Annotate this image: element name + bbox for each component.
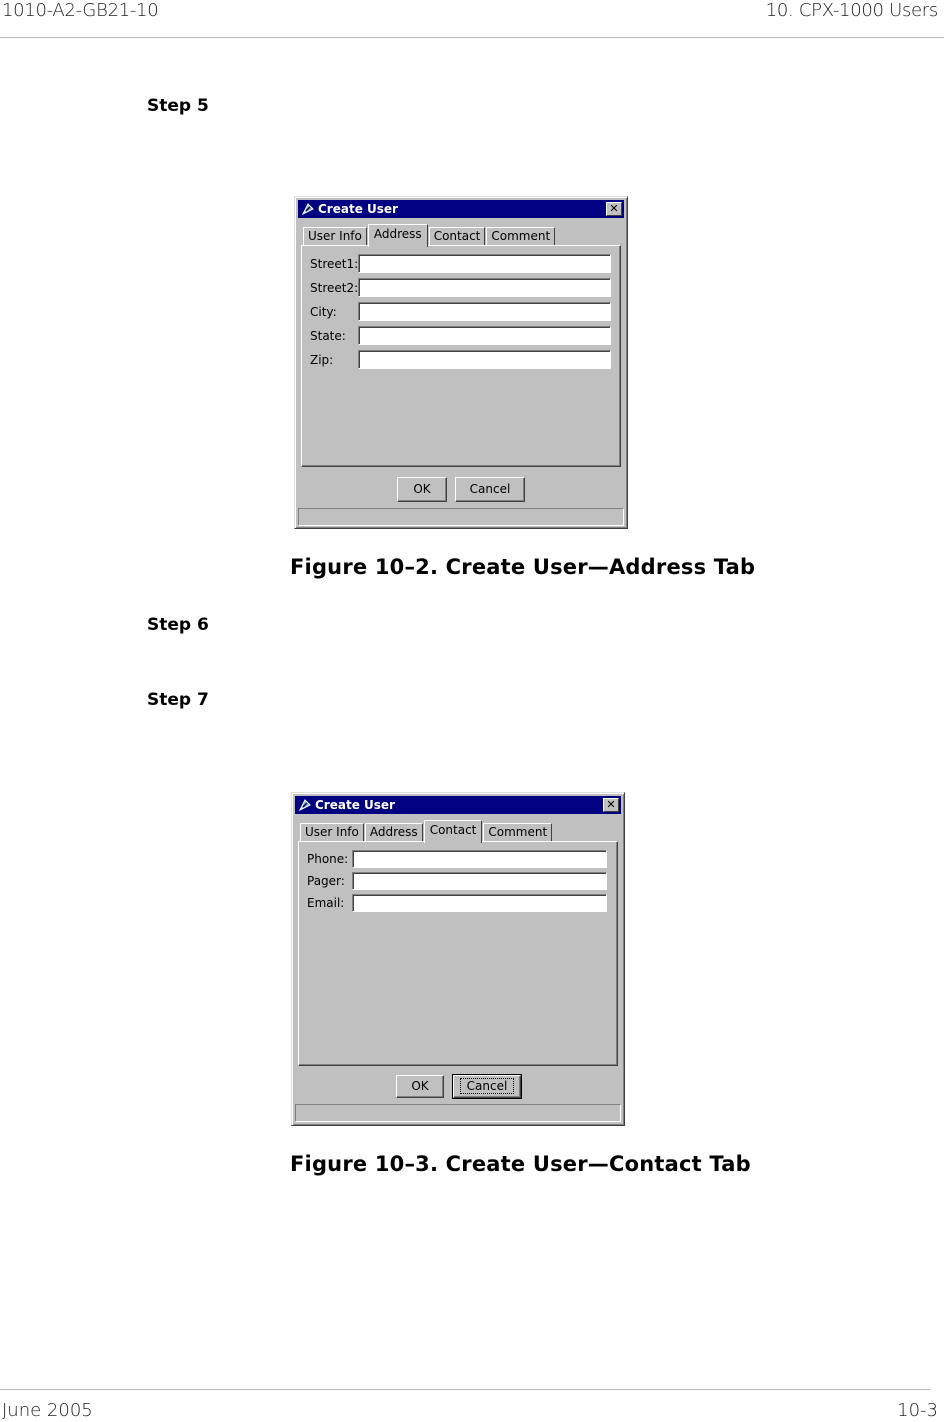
contact-panel [298, 841, 618, 1066]
close-icon[interactable]: ✕ [603, 798, 619, 812]
tab-strip [300, 820, 553, 842]
dialog-titlebar [295, 796, 621, 814]
tab-address[interactable]: Address [365, 823, 423, 842]
zip-label: Zip: [310, 353, 334, 367]
create-user-dialog-address [294, 196, 628, 529]
phone-field[interactable] [352, 850, 607, 868]
tab-address[interactable]: Address [368, 224, 428, 247]
tab-user-info[interactable]: User Info [303, 227, 367, 246]
footer-date: June 2005 [2, 1400, 93, 1421]
tab-user-info[interactable]: User Info [300, 823, 364, 842]
status-bar [298, 508, 624, 526]
ok-button[interactable]: OK [397, 477, 447, 502]
address-panel [301, 245, 621, 467]
tab-contact[interactable]: Contact [424, 820, 483, 843]
step-5-label: Step 5 [147, 96, 209, 116]
footer-rule [0, 1389, 930, 1390]
create-user-dialog-contact [291, 792, 625, 1126]
dialog-titlebar [298, 200, 624, 218]
footer-page-number: 10-3 [897, 1400, 938, 1421]
status-bar [295, 1104, 621, 1122]
ok-button[interactable]: OK [396, 1075, 444, 1098]
figure-10-2-caption: Figure 10–2. Create User—Address Tab [290, 555, 756, 579]
street2-field[interactable] [358, 278, 611, 297]
dialog-title: Create User [315, 798, 395, 812]
header-chapter: 10. CPX-1000 Users [765, 0, 938, 21]
tab-contact[interactable]: Contact [429, 227, 486, 246]
header-doc-id: 1010-A2-GB21-10 [2, 0, 159, 21]
cancel-button[interactable]: Cancel [455, 477, 525, 502]
step-7-label: Step 7 [147, 690, 209, 710]
state-label: State: [310, 329, 346, 343]
pager-label: Pager: [307, 874, 345, 888]
app-icon [301, 202, 315, 216]
header-rule [0, 37, 944, 38]
city-field[interactable] [358, 302, 611, 321]
tab-comment[interactable]: Comment [486, 227, 555, 246]
phone-label: Phone: [307, 852, 349, 866]
city-label: City: [310, 305, 337, 319]
tab-strip [303, 224, 556, 246]
cancel-button[interactable] [453, 1075, 521, 1098]
state-field[interactable] [358, 326, 611, 345]
pager-field[interactable] [352, 872, 607, 890]
street2-label: Street2: [310, 281, 359, 295]
dialog-title: Create User [318, 202, 398, 216]
zip-field[interactable] [358, 350, 611, 369]
close-icon[interactable]: ✕ [606, 202, 622, 216]
cancel-button-label: Cancel [460, 1078, 515, 1094]
tab-comment[interactable]: Comment [483, 823, 552, 842]
app-icon [298, 798, 312, 812]
street1-label: Street1: [310, 257, 359, 271]
figure-10-3-caption: Figure 10–3. Create User—Contact Tab [290, 1152, 751, 1176]
street1-field[interactable] [358, 254, 611, 273]
step-6-label: Step 6 [147, 615, 209, 635]
email-label: Email: [307, 896, 345, 910]
email-field[interactable] [352, 894, 607, 912]
